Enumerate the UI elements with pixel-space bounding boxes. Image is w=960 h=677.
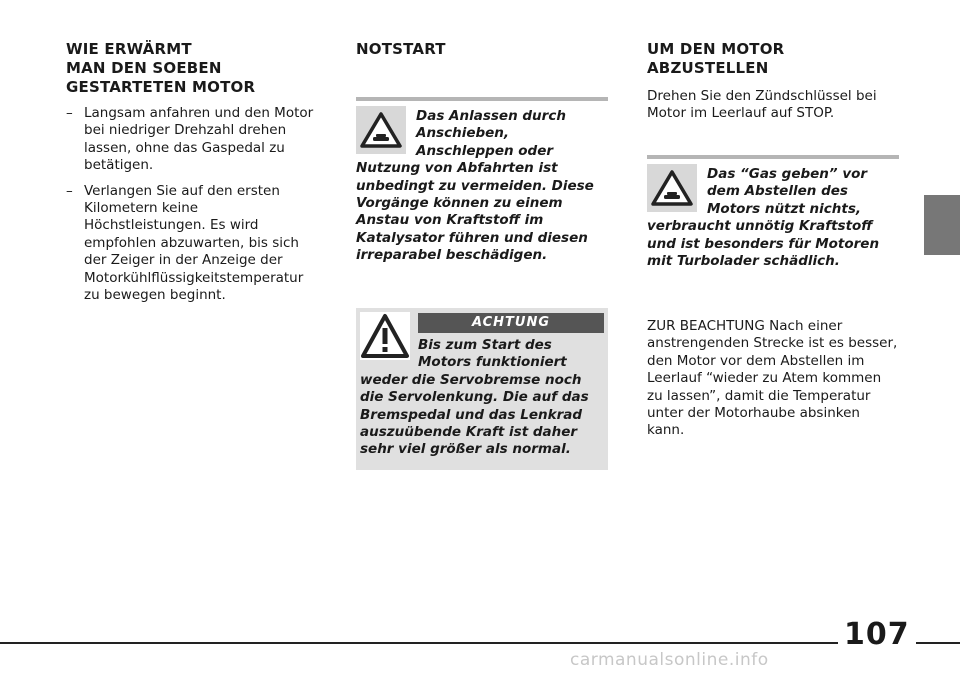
warning-push-start: Das Anlassen durch Anschieben, Anschleppen oder Nutzung von Abfahrten ist unbedingt zu vermeiden. Diese Vorgänge können zu einem Anstau von Kraftstoff im Katalysator führen und diesen irreparabel beschädigen. [356, 108, 594, 264]
heading-stop-engine: UM DEN MOTOR ABZUSTELLEN [647, 40, 785, 77]
list-item: – Langsam anfahren und den Motor bei niedriger Drehzahl drehen lassen, ohne das Gaspedal zu betätigen. [66, 105, 314, 174]
chapter-tab [924, 195, 960, 255]
achtung-text: Bis zum Start des Motors funktioniert weder die Servobremse noch die Servolenkung. Die auf das Bremspedal und das Lenkrad auszuübende Kraft ist daher sehr viel größer als normal. [360, 337, 589, 458]
warning-rev-engine: Das “Gas geben” vor dem Abstellen des Motors nützt nichts, verbraucht unnötig Kraftstoff und ist besonders für Motoren mit Turbolader schädlich. [647, 166, 880, 270]
achtung-label: ACHTUNG [418, 313, 604, 333]
column-notstart [356, 40, 608, 59]
list-item: – Verlangen Sie auf den ersten Kilometern keine Höchstleistungen. Es wird empfohlen abzuwarten, bis sich der Zeiger in der Anzeige der Motorkühlflüssigkeitstemperatur zu bewegen beginnt. [66, 182, 304, 304]
footer-rule [0, 642, 960, 644]
warning-divider [356, 97, 608, 101]
heading-notstart: NOTSTART [356, 40, 446, 58]
column-stop-engine [647, 40, 899, 123]
page-number: 107 [838, 618, 916, 652]
stop-engine-text: Drehen Sie den Zündschlüssel bei Motor im Leerlauf auf STOP. [647, 88, 877, 122]
heading-warm-up: WIE ERWÄRMT MAN DEN SOEBEN GESTARTETEN MOTOR [66, 40, 256, 96]
column-warm-up [66, 40, 316, 312]
note-text: ZUR BEACHTUNG Nach einer anstrengenden Strecke ist es besser, den Motor vor dem Abstellen im Leerlauf “wieder zu Atem kommen zu lassen”, damit die Temperatur unter der Motorhaube absinken kann. [647, 318, 898, 439]
watermark: carmanualsonline.info [570, 650, 769, 670]
warm-up-list [66, 105, 316, 304]
warning-divider [647, 155, 899, 159]
